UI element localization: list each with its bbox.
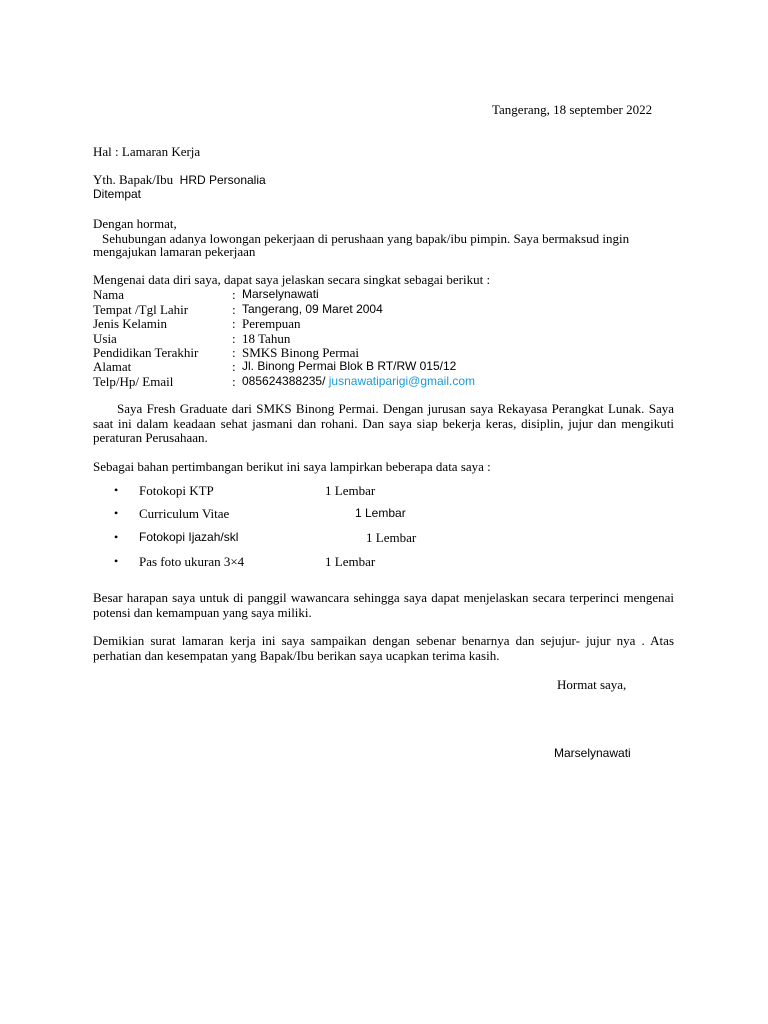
data-intro: Mengenai data diri saya, dapat saya jelaskan secara singkat sebagai berikut : [93,272,491,287]
data-colon: : [232,302,236,317]
attachment-qty: 1 Lembar [325,554,376,569]
data-label: Alamat [93,359,132,374]
data-colon: : [232,331,236,346]
intro-paragraph: Sehubungan adanya lowongan pekerjaan di perushaan yang bapak/ibu pimpin. Saya bermaksud ingin [102,231,630,246]
data-value: Marselynawati [242,287,319,301]
recipient-place: Ditempat [93,187,142,201]
data-colon: : [232,345,236,360]
attachment-name: Pas foto ukuran 3×4 [139,554,245,569]
attachment-name: Fotokopi KTP [139,483,214,498]
recipient-dept: HRD Personalia [179,173,266,187]
data-label: Tempat /Tgl Lahir [93,302,189,317]
recipient-line [93,172,266,188]
data-colon: : [232,374,236,389]
subject-line: Hal : Lamaran Kerja [93,144,201,159]
attachment-qty: 1 Lembar [355,506,406,520]
attachment-name: Curriculum Vitae [139,506,230,521]
attachments-intro: Sebagai bahan pertimbangan berikut ini saya lampirkan beberapa data saya : [93,459,491,474]
phone-number: 085624388235/ [242,374,326,388]
attachment-name: Fotokopi Ijazah/skl [139,530,239,544]
data-row-birth [93,302,593,317]
data-label: Pendidikan Terakhir [93,345,199,360]
data-row-address [93,359,593,374]
data-value: 18 Tahun [242,331,291,346]
attachment-qty: 1 Lembar [366,530,417,545]
bullet-icon: • [114,506,119,520]
bullet-icon: • [114,530,119,544]
data-row-contact [93,374,593,389]
data-label: Telp/Hp/ Email [93,374,174,389]
data-row-age [93,331,593,346]
data-value: Jl. Binong Permai Blok B RT/RW 015/12 [242,359,457,373]
data-row-nama [93,287,593,302]
data-value [242,374,475,389]
greeting: Dengan hormat, [93,216,177,231]
data-colon: : [232,287,236,302]
data-row-education [93,345,593,360]
data-row-gender [93,316,593,331]
data-label: Jenis Kelamin [93,316,168,331]
email-link[interactable]: jusnawatiparigi@gmail.com [328,374,476,388]
data-value: Perempuan [242,316,301,331]
data-value: Tangerang, 09 Maret 2004 [242,302,383,316]
attachment-qty: 1 Lembar [325,483,376,498]
intro-paragraph-continued: mengajukan lamaran pekerjaan [93,244,256,259]
data-colon: : [232,359,236,374]
data-label: Nama [93,287,125,302]
body-paragraph: Saya Fresh Graduate dari SMKS Binong Permai. Dengan jurusan saya Rekayasa Perangkat Lunak. Saya saat ini dalam keadaan sehat jasmani dan rohani. Dan saya siap bekerja keras, disiplin, jujur dan mengikuti peraturan Perusahaan. [93,401,674,445]
hope-paragraph: Besar harapan saya untuk di panggil wawancara sehingga saya dapat menjelaskan secara terperinci mengenai potensi dan kemampuan yang saya miliki. [93,590,674,620]
recipient-prefix: Yth. Bapak/Ibu [93,172,174,187]
sign-off: Hormat saya, [557,677,627,692]
data-label: Usia [93,331,117,346]
bullet-icon: • [114,483,119,497]
closing-paragraph: Demikian surat lamaran kerja ini saya sampaikan dengan sebenar benarnya dan sejujur- jujur nya . Atas perhatian dan kesempatan yang Bapak/Ibu berikan saya ucapkan terima kasih. [93,633,674,663]
place-date: Tangerang, 18 september 2022 [492,102,653,117]
data-value: SMKS Binong Permai [242,345,360,360]
data-colon: : [232,316,236,331]
signature-name: Marselynawati [554,746,631,760]
bullet-icon: • [114,554,119,568]
